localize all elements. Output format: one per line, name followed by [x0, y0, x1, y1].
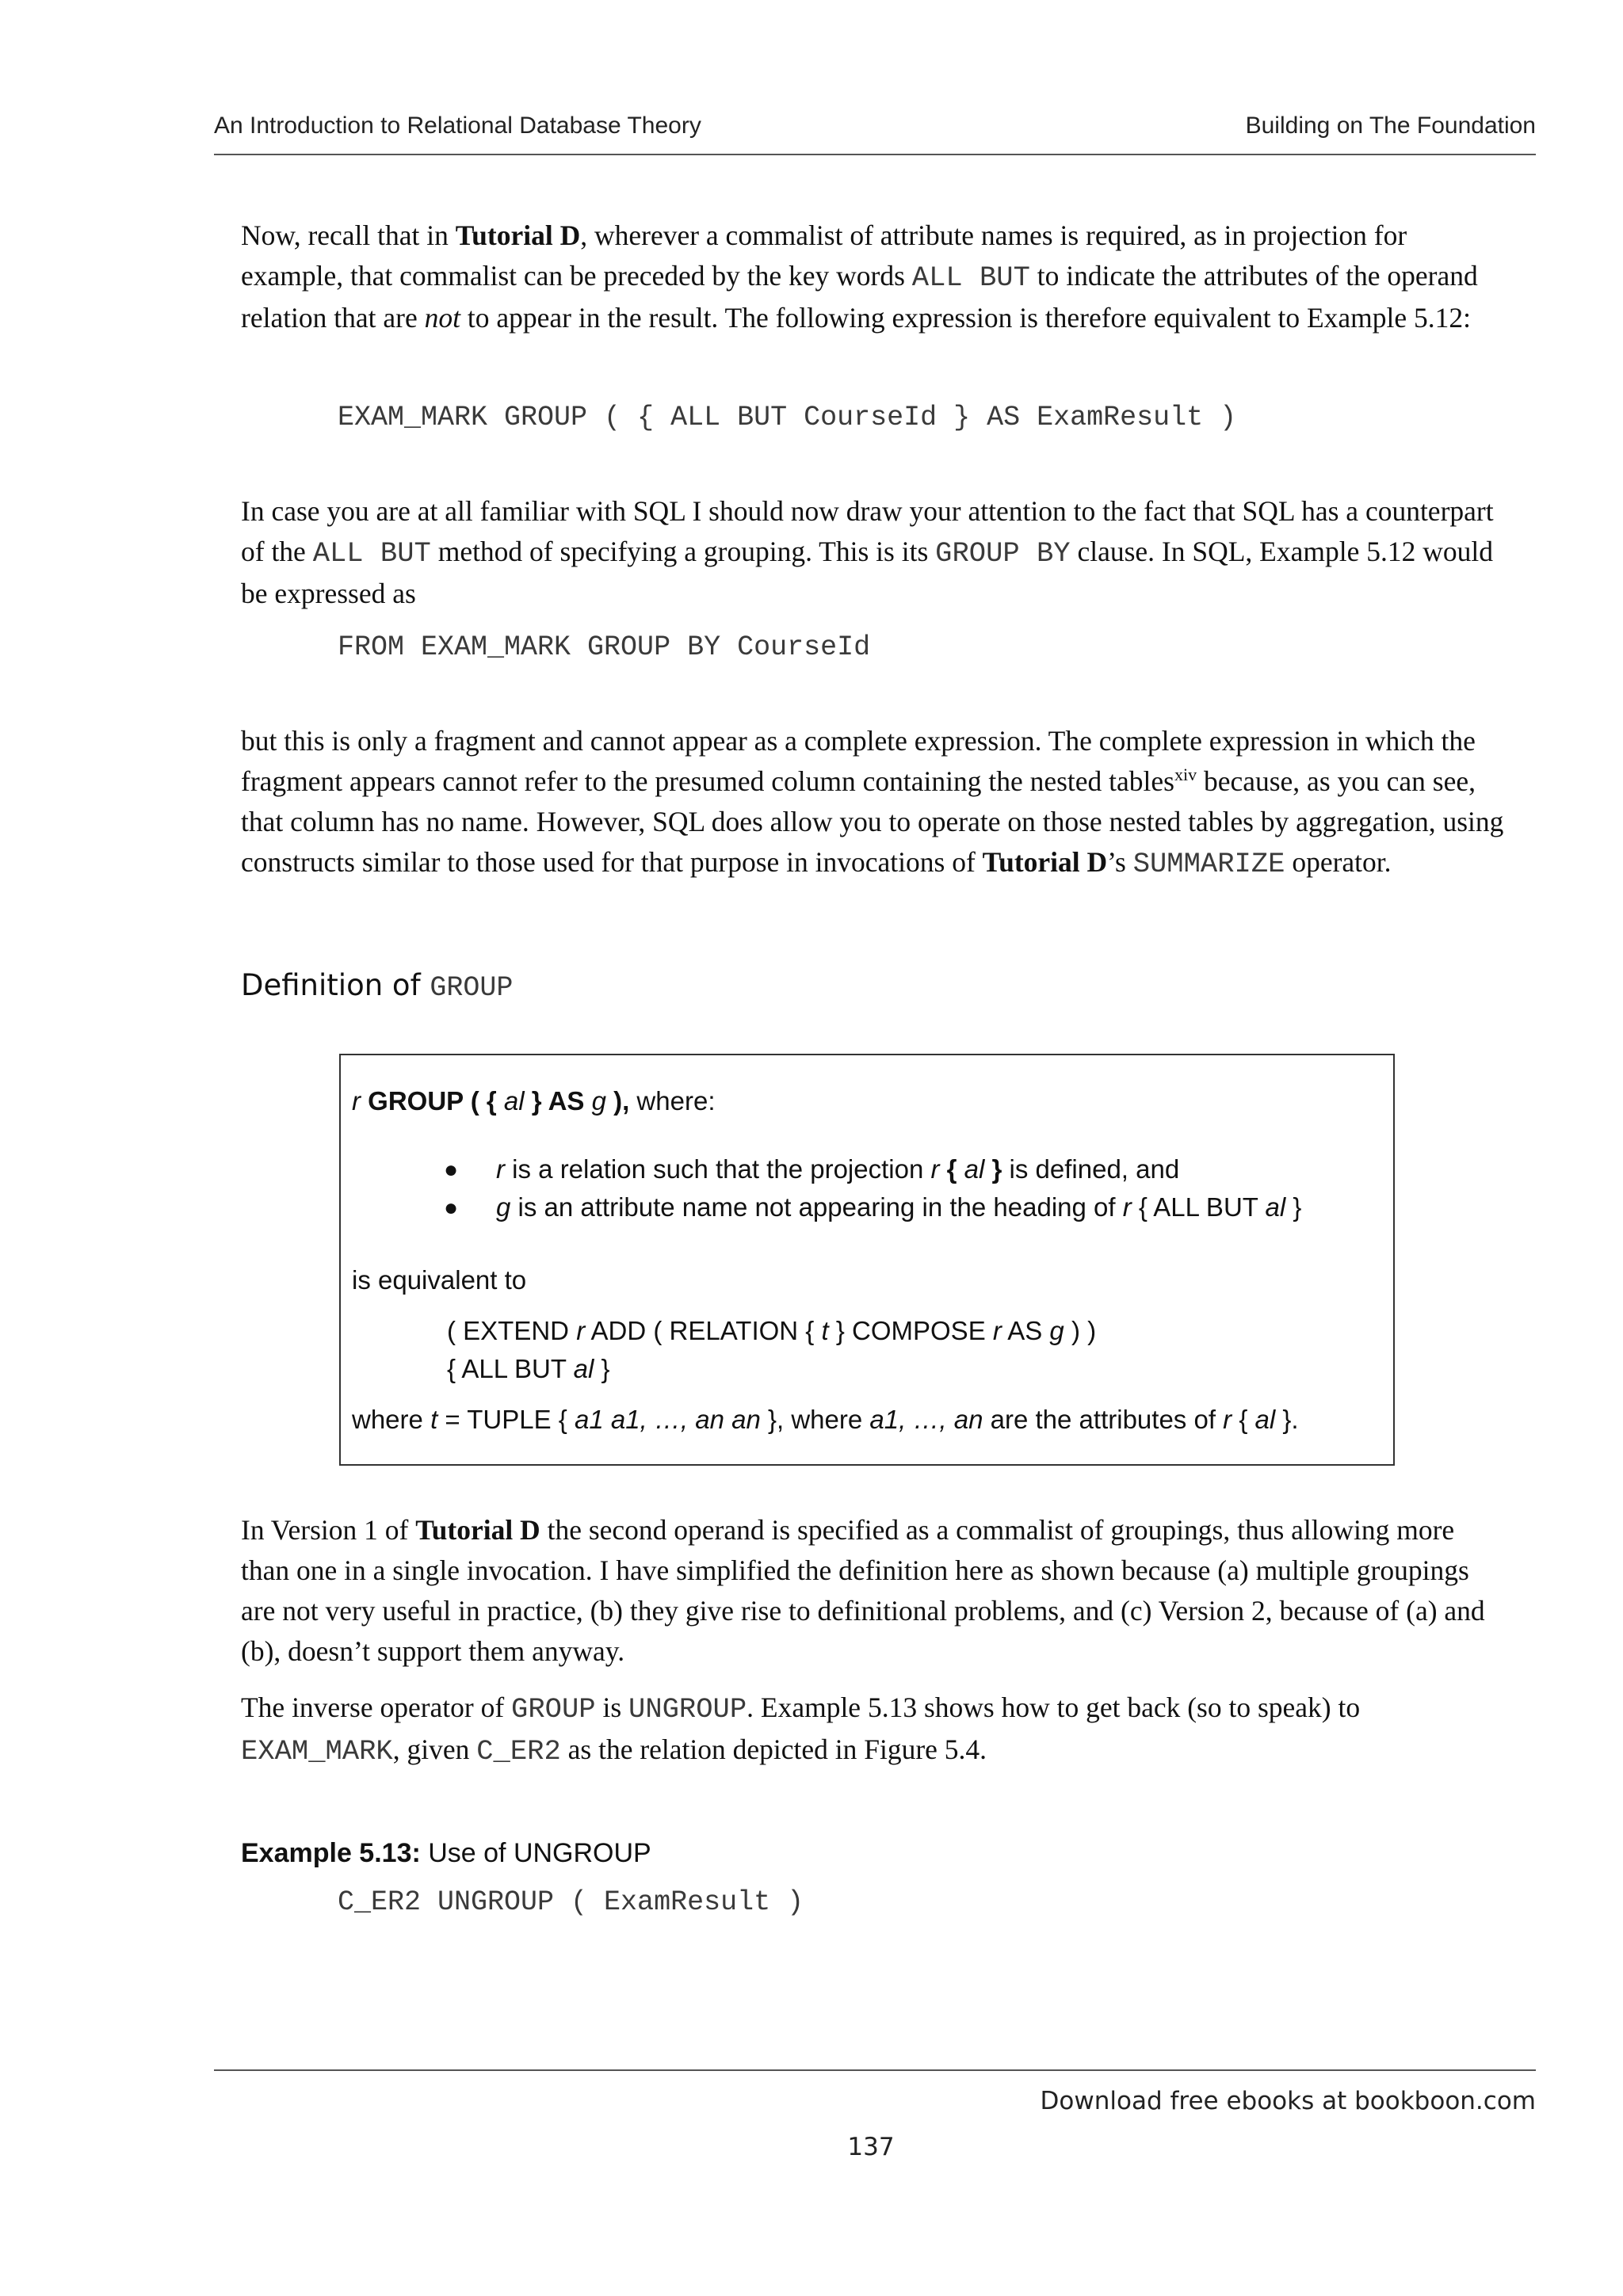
section-heading [241, 968, 513, 1004]
text: is [595, 1691, 629, 1723]
kw: { [939, 1154, 964, 1184]
kw: } [984, 1154, 1002, 1184]
text: ) ) [1064, 1316, 1097, 1345]
code-keyword: ALL BUT [312, 537, 431, 570]
code-keyword: GROUP BY [935, 537, 1071, 570]
code-keyword: ALL BUT [911, 261, 1030, 294]
var: al [1265, 1192, 1286, 1222]
var: g [591, 1086, 606, 1116]
text: ADD ( RELATION { [585, 1316, 822, 1345]
text: Now, recall that in [241, 219, 456, 251]
var: r [1223, 1405, 1232, 1434]
example-caption [241, 1838, 651, 1869]
kw: ), [605, 1086, 630, 1116]
code-keyword: EXAM_MARK [241, 1735, 393, 1768]
text: are the attributes of [983, 1405, 1224, 1434]
text: { ALL BUT [1131, 1192, 1266, 1222]
bullet-icon: ● [444, 1195, 459, 1221]
var: r [496, 1154, 505, 1184]
heading-code: GROUP [430, 972, 514, 1004]
paragraph-version-1 [241, 1510, 1509, 1672]
var: t [430, 1405, 438, 1434]
example-title: Use of UNGROUP [420, 1838, 651, 1868]
text: In case you are at all familiar with SQL I should now draw your attention to the fact that SQL has a counterpart of the [241, 495, 1494, 567]
code-keyword: C_ER2 [476, 1735, 561, 1768]
text: } [1285, 1192, 1302, 1222]
definition-box [339, 1054, 1395, 1466]
text: method of specifying a grouping. This is its [430, 536, 936, 567]
var: a1 a1, …, an an [574, 1405, 761, 1434]
var: r [992, 1316, 1002, 1345]
tutorial-d-term: Tutorial D [982, 846, 1108, 878]
kw: GROUP ( { [361, 1086, 504, 1116]
text: to appear in the result. The following expression is therefore equivalent to Example 5.12: [460, 302, 1472, 334]
paragraph-all-but [241, 215, 1509, 338]
var: al [964, 1154, 985, 1184]
code-keyword: UNGROUP [628, 1693, 747, 1726]
var: r [1122, 1192, 1132, 1222]
text: }, where [760, 1405, 870, 1434]
var: al [503, 1086, 525, 1116]
text: where: [629, 1086, 716, 1116]
text: The inverse operator of [241, 1691, 512, 1723]
text: is a relation such that the projection [505, 1154, 931, 1184]
kw: } AS [524, 1086, 592, 1116]
text: AS [1001, 1316, 1050, 1345]
text: because, as you can see, that column has no name. However, SQL does allow you to operate on those nested tables by aggregation, using constructs similar to those used for that purpose in invocations of [241, 765, 1504, 878]
text: , given [392, 1733, 477, 1765]
text: but this is only a fragment and cannot appear as a complete expression. The complete expression in which the fragment appears cannot refer to the presumed column containing the nested tables [241, 725, 1476, 797]
var: al [573, 1354, 594, 1383]
var: r [930, 1154, 940, 1184]
heading-text: Definition of [241, 968, 430, 1002]
text: } COMPOSE [828, 1316, 993, 1345]
text: , wherever a commalist of attribute names is required, as in projection for example, that commalist can be preceded by the key words [241, 219, 1407, 292]
var: g [496, 1192, 511, 1222]
var: g [1049, 1316, 1064, 1345]
definition-where-clause [352, 1404, 1299, 1436]
code-keyword: SUMMARIZE [1132, 848, 1285, 880]
definition-condition-1 [496, 1154, 1179, 1185]
text: clause. In SQL, Example 5.12 would be expressed as [241, 536, 1493, 609]
text: is an attribute name not appearing in the heading of [510, 1192, 1123, 1222]
footnote-marker: xiv [1174, 765, 1197, 785]
running-header-section: Building on The Foundation [1245, 113, 1536, 139]
example-label: Example 5.13: [241, 1838, 421, 1868]
text: operator. [1285, 846, 1392, 878]
tutorial-d-term: Tutorial D [455, 219, 581, 251]
text: In Version 1 of [241, 1514, 416, 1546]
paragraph-sql-group-by [241, 491, 1509, 614]
definition-expression-line-2 [447, 1353, 610, 1385]
text: }. [1275, 1405, 1299, 1434]
text: where [352, 1405, 431, 1434]
text: as the relation depicted in Figure 5.4. [560, 1733, 987, 1765]
text: . Example 5.13 shows how to get back (so to speak) to [747, 1691, 1361, 1723]
text: ’s [1107, 846, 1133, 878]
text: the second operand is specified as a commalist of groupings, thus allowing more than one in a single invocation. I have simplified the definition here as shown because (a) multiple groupings are not very useful in practice, (b) they give rise to definitional problems, and (c) Version 2, because of (a) and (b), doesn’t support them anyway. [241, 1514, 1485, 1667]
page-number: 137 [847, 2133, 895, 2161]
emphasis: not [424, 302, 460, 334]
text: is defined, and [1002, 1154, 1180, 1184]
var: r [576, 1316, 586, 1345]
code-example-ungroup: C_ER2 UNGROUP ( ExamResult ) [338, 1886, 804, 1918]
definition-condition-2 [496, 1192, 1301, 1223]
paragraph-fragment [241, 721, 1509, 884]
text: ( EXTEND [447, 1316, 577, 1345]
var: al [1254, 1405, 1276, 1434]
var: t [821, 1316, 829, 1345]
running-header-title: An Introduction to Relational Database Theory [214, 113, 701, 139]
definition-equivalent-label: is equivalent to [352, 1265, 527, 1295]
code-keyword: GROUP [511, 1693, 596, 1726]
definition-expression-line-1 [447, 1315, 1096, 1347]
var: a1, …, an [869, 1405, 983, 1434]
definition-signature [352, 1085, 715, 1117]
paragraph-ungroup [241, 1688, 1509, 1772]
header-divider [214, 154, 1536, 155]
text: } [594, 1354, 610, 1383]
text: to indicate the attributes of the operand relation that are [241, 260, 1478, 334]
footer-download-link[interactable]: Download free ebooks at bookboon.com [1040, 2087, 1536, 2115]
code-example-group-all-but: EXAM_MARK GROUP ( { ALL BUT CourseId } AS ExamResult ) [338, 402, 1237, 433]
code-example-sql: FROM EXAM_MARK GROUP BY CourseId [338, 631, 871, 663]
var: r [352, 1086, 361, 1116]
text: { ALL BUT [447, 1354, 574, 1383]
text: { [1232, 1405, 1255, 1434]
tutorial-d-term: Tutorial D [415, 1514, 540, 1546]
footer-divider [214, 2069, 1536, 2071]
text: = TUPLE { [437, 1405, 575, 1434]
bullet-icon: ● [444, 1157, 459, 1183]
